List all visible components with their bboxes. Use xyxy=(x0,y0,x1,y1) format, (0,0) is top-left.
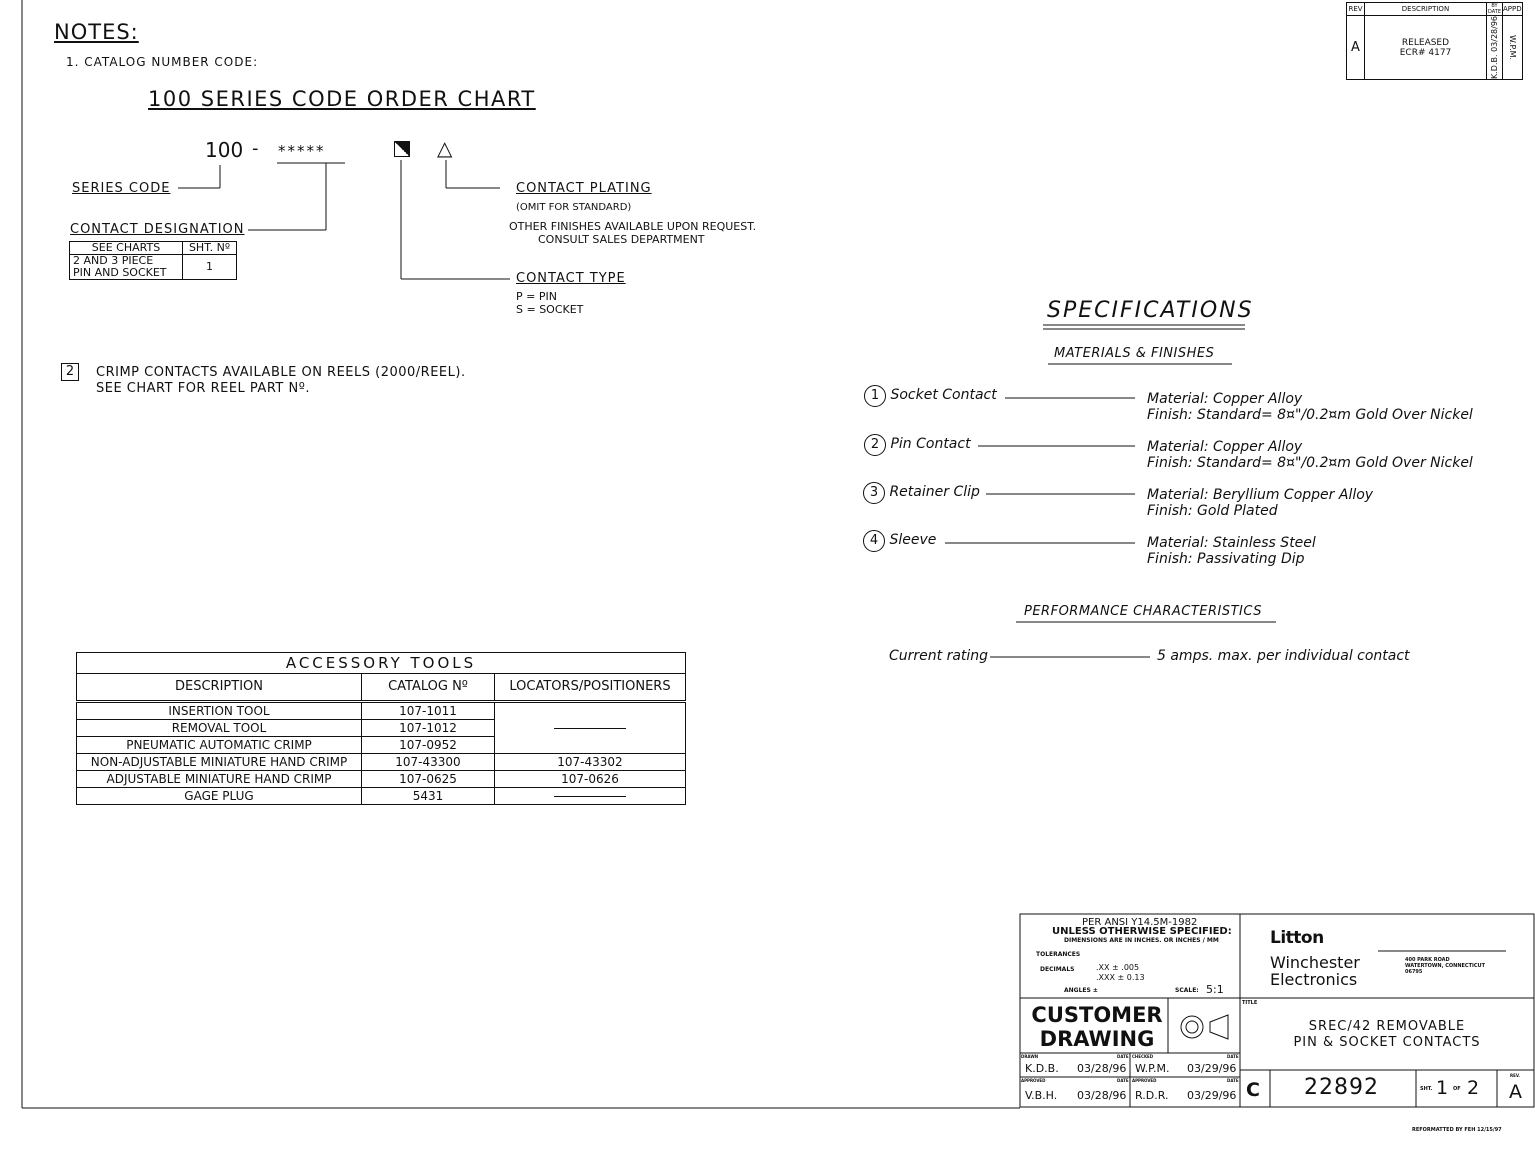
ansi-spec: PER ANSI Y14.5M-1982 xyxy=(1082,917,1198,928)
spec-item-socket xyxy=(864,385,997,407)
address-line3: 06795 xyxy=(1405,969,1423,975)
approved2-by: R.D.R. xyxy=(1135,1089,1169,1102)
specifications-title: SPECIFICATIONS xyxy=(1047,298,1254,323)
table-row xyxy=(77,754,686,771)
spec-number: 1 xyxy=(864,385,886,407)
drawing-size: C xyxy=(1246,1079,1260,1101)
unless-specified: UNLESS OTHERWISE SPECIFIED: xyxy=(1052,926,1232,937)
rev-value: A xyxy=(1347,16,1365,80)
current-rating-value: 5 amps. max. per individual contact xyxy=(1157,648,1410,664)
revision-letter: A xyxy=(1509,1081,1522,1103)
title-label: TITLE xyxy=(1242,1000,1258,1006)
desig-header-sheet: SHT. Nº xyxy=(182,242,236,255)
row-catalog: 107-0952 xyxy=(362,737,495,754)
tolerances-label: TOLERANCES xyxy=(1036,951,1081,958)
spec-number: 4 xyxy=(863,530,885,552)
row-description: INSERTION TOOL xyxy=(77,702,362,720)
spec-item-pin xyxy=(864,434,971,456)
drawing-title xyxy=(1240,1019,1534,1051)
checked-date: 03/29/96 xyxy=(1187,1062,1237,1075)
scale-label: SCALE: xyxy=(1175,987,1199,994)
contact-designation-label: CONTACT DESIGNATION xyxy=(70,222,245,237)
tolerance-xx: .XX ± .005 xyxy=(1096,963,1140,972)
col-description: DESCRIPTION xyxy=(77,674,362,702)
table-row xyxy=(77,771,686,788)
row-description: GAGE PLUG xyxy=(77,788,362,805)
company-line1: Winchester xyxy=(1270,953,1360,972)
desig-row-line2: PIN AND SOCKET xyxy=(73,266,167,279)
notes-heading: NOTES: xyxy=(54,20,139,44)
approved-date: 03/28/96 xyxy=(1077,1089,1127,1102)
contact-plating-label: CONTACT PLATING xyxy=(516,181,652,196)
materials-title: MATERIALS & FINISHES xyxy=(1054,346,1215,361)
rev-header: REV xyxy=(1347,3,1365,16)
row-locator: 107-43302 xyxy=(495,754,686,771)
spec-finish: Finish: Passivating Dip xyxy=(1147,551,1305,567)
rev-appd xyxy=(1503,16,1523,80)
customer-drawing-stamp xyxy=(1030,1003,1164,1051)
performance-title: PERFORMANCE CHARACTERISTICS xyxy=(1024,604,1262,619)
col-catalog: CATALOG Nº xyxy=(362,674,495,702)
decimals-label: DECIMALS xyxy=(1040,966,1075,973)
row-catalog: 107-0625 xyxy=(362,771,495,788)
row-description: REMOVAL TOOL xyxy=(77,720,362,737)
row-catalog: 107-43300 xyxy=(362,754,495,771)
rev-label: REV. xyxy=(1510,1073,1520,1078)
spec-finish: Finish: Gold Plated xyxy=(1147,503,1278,519)
row-catalog: 107-1012 xyxy=(362,720,495,737)
contact-type-label: CONTACT TYPE xyxy=(516,271,626,286)
note-1: 1. CATALOG NUMBER CODE: xyxy=(66,55,259,69)
note-2-line-1: CRIMP CONTACTS AVAILABLE ON REELS (2000/REEL). xyxy=(96,365,466,380)
contact-type-box-icon xyxy=(394,141,410,157)
reformatted-note: REFORMATTED BY FEH 12/15/97 xyxy=(1412,1127,1502,1133)
code-stars: ***** xyxy=(278,142,326,160)
spec-number: 2 xyxy=(864,434,886,456)
contact-type-socket: S = SOCKET xyxy=(516,303,584,316)
spec-material: Material: Beryllium Copper Alloy xyxy=(1147,487,1374,503)
sheet-total: 2 xyxy=(1467,1077,1480,1099)
appd-header: APPD xyxy=(1503,3,1523,16)
note-2-flag: 2 xyxy=(61,363,79,381)
contact-type-pin: P = PIN xyxy=(516,290,557,303)
rev-by xyxy=(1487,16,1503,80)
desig-header-charts: SEE CHARTS xyxy=(70,242,183,255)
rev-by-text: K.D.B. 03/28/96 xyxy=(1490,16,1499,79)
litton-logo: Litton xyxy=(1270,928,1324,948)
desig-row xyxy=(70,255,183,280)
drawn-label: DRAWN xyxy=(1021,1054,1039,1059)
row-locator: 107-0626 xyxy=(495,771,686,788)
rev-description xyxy=(1365,16,1487,80)
sheet-number: 1 xyxy=(1436,1077,1449,1099)
spec-name: Socket Contact xyxy=(890,387,997,403)
code-prefix: 100 xyxy=(205,138,244,162)
plating-note-2: OTHER FINISHES AVAILABLE UPON REQUEST. xyxy=(509,220,757,233)
date-label: DATE xyxy=(1117,1054,1129,1059)
spec-number: 3 xyxy=(863,482,885,504)
revision-table xyxy=(1346,2,1523,80)
row-catalog: 5431 xyxy=(362,788,495,805)
date-label: DATE xyxy=(1227,1054,1239,1059)
address-line2: WATERTOWN, CONNECTICUT xyxy=(1405,963,1486,969)
desig-sheet-number: 1 xyxy=(182,255,236,280)
accessory-tools-table xyxy=(76,652,686,805)
address-line1: 400 PARK ROAD xyxy=(1405,957,1450,963)
tolerance-xxx: .XXX ± 0.13 xyxy=(1096,973,1145,982)
company-name xyxy=(1270,954,1360,988)
rev-appd-text: W.P.M. xyxy=(1507,34,1517,61)
order-chart-title: 100 SERIES CODE ORDER CHART xyxy=(148,87,536,111)
row-description: PNEUMATIC AUTOMATIC CRIMP xyxy=(77,737,362,754)
accessory-title: ACCESSORY TOOLS xyxy=(77,653,686,674)
code-dash: - xyxy=(252,138,259,159)
row-locator-empty xyxy=(495,702,686,754)
row-catalog: 107-1011 xyxy=(362,702,495,720)
by-date-header: BY DATE xyxy=(1487,3,1501,15)
approved2-date: 03/29/96 xyxy=(1187,1089,1237,1102)
approved-by: V.B.H. xyxy=(1025,1089,1058,1102)
spec-item-clip xyxy=(863,482,980,504)
title-line1: SREC/42 REMOVABLE xyxy=(1308,1019,1466,1034)
desc-header: DESCRIPTION xyxy=(1365,3,1487,16)
rev-desc-line2: ECR# 4177 xyxy=(1399,47,1452,58)
approved-label: APPROVED xyxy=(1021,1078,1046,1083)
drawn-date: 03/28/96 xyxy=(1077,1062,1127,1075)
desig-row-line1: 2 AND 3 PIECE xyxy=(73,254,154,267)
spec-finish: Finish: Standard= 8¤"/0.2¤m Gold Over Nickel xyxy=(1147,407,1473,423)
table-row xyxy=(77,788,686,805)
designation-table xyxy=(69,241,237,280)
company-address xyxy=(1405,957,1485,975)
drawing-number: 22892 xyxy=(1304,1075,1379,1100)
rev-desc-line1: RELEASED xyxy=(1401,37,1450,48)
spec-finish: Finish: Standard= 8¤"/0.2¤m Gold Over Nickel xyxy=(1147,455,1473,471)
checked-by: W.P.M. xyxy=(1135,1062,1170,1075)
spec-material: Material: Copper Alloy xyxy=(1147,391,1303,407)
row-locator-empty xyxy=(495,788,686,805)
spec-name: Pin Contact xyxy=(890,436,971,452)
of-label: OF xyxy=(1453,1086,1461,1092)
sheet-label: SHT. xyxy=(1420,1086,1433,1092)
customer-line2: DRAWING xyxy=(1039,1027,1155,1051)
approved-label: APPROVED xyxy=(1132,1078,1157,1083)
checked-label: CHECKED xyxy=(1132,1054,1154,1059)
drawn-by: K.D.B. xyxy=(1025,1062,1059,1075)
spec-material: Material: Stainless Steel xyxy=(1147,535,1316,551)
scale-value: 5:1 xyxy=(1206,983,1224,996)
angles-label: ANGLES ± xyxy=(1064,987,1098,994)
company-line2: Electronics xyxy=(1270,970,1358,989)
note-2-line-2: SEE CHART FOR REEL PART Nº. xyxy=(96,381,310,396)
spec-name: Sleeve xyxy=(889,532,937,548)
date-label: DATE xyxy=(1227,1078,1239,1083)
plating-note-3: CONSULT SALES DEPARTMENT xyxy=(538,233,705,246)
current-rating-label: Current rating xyxy=(889,648,989,664)
date-label: DATE xyxy=(1117,1078,1129,1083)
spec-name: Retainer Clip xyxy=(889,484,980,500)
plating-triangle-icon: △ xyxy=(437,136,453,160)
spec-material: Material: Copper Alloy xyxy=(1147,439,1303,455)
customer-line1: CUSTOMER xyxy=(1031,1003,1163,1027)
spec-item-sleeve xyxy=(863,530,936,552)
title-line2: PIN & SOCKET CONTACTS xyxy=(1293,1035,1481,1050)
dimensions-note: DIMENSIONS ARE IN INCHES. OR INCHES / MM xyxy=(1064,937,1219,944)
table-row xyxy=(77,702,686,720)
series-code-label: SERIES CODE xyxy=(72,181,171,196)
row-description: ADJUSTABLE MINIATURE HAND CRIMP xyxy=(77,771,362,788)
plating-note-1: (OMIT FOR STANDARD) xyxy=(516,202,632,213)
col-locators: LOCATORS/POSITIONERS xyxy=(495,674,686,702)
row-description: NON-ADJUSTABLE MINIATURE HAND CRIMP xyxy=(77,754,362,771)
